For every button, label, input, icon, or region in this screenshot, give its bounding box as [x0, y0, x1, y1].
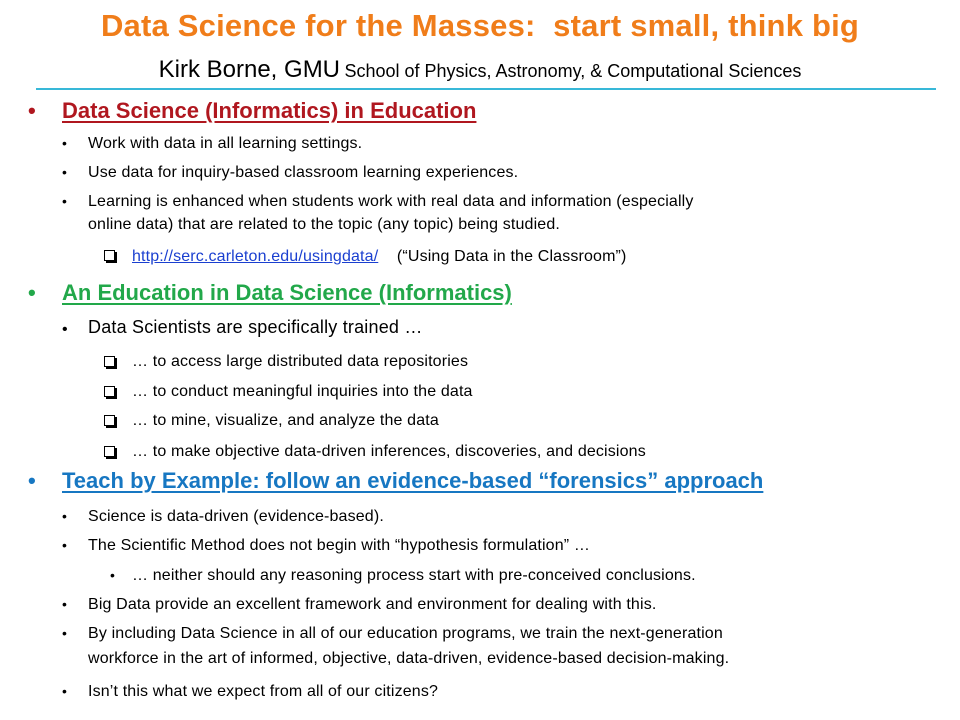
sub-list-item: … to make objective data-driven inferences, discoveries, and decisions — [132, 443, 646, 460]
section-bullet: • — [28, 468, 36, 493]
link-line — [132, 245, 627, 268]
list-item-continuation: workforce in the art of informed, objective, data-driven, evidence-based decision-making. — [88, 650, 730, 667]
sub-list-item: … to access large distributed data repositories — [132, 353, 469, 370]
author-name: Kirk Borne, GMU — [158, 56, 341, 83]
sub-list-item: … neither should any reasoning process start with pre-conceived conclusions. — [132, 567, 696, 584]
bullet-dot: • — [62, 537, 67, 553]
serc-link[interactable]: http://serc.carleton.edu/usingdata/ — [132, 248, 379, 265]
section-heading-education: Data Science (Informatics) in Education — [62, 98, 477, 123]
list-item: Isn’t this what we expect from all of our citizens? — [88, 683, 439, 700]
checkbox-bullet-icon — [104, 250, 115, 261]
bullet-dot: • — [62, 508, 67, 524]
list-item: Learning is enhanced when students work with real data and information (especially — [88, 193, 694, 210]
title-divider — [36, 88, 936, 90]
section-heading-data-science-education: An Education in Data Science (Informatics) — [62, 280, 512, 305]
checkbox-bullet-icon — [104, 415, 115, 426]
list-item: By including Data Science in all of our education programs, we train the next-generation — [88, 625, 723, 642]
list-item-continuation: online data) that are related to the topic (any topic) being studied. — [88, 216, 560, 233]
list-item: Data Scientists are specifically trained … — [88, 317, 423, 337]
list-item: The Scientific Method does not begin with “hypothesis formulation” … — [88, 537, 591, 554]
checkbox-bullet-icon — [104, 446, 115, 457]
sub-list-item: … to conduct meaningful inquiries into the data — [132, 383, 473, 400]
checkbox-bullet-icon — [104, 356, 115, 367]
bullet-dot: • — [110, 567, 115, 583]
list-item: Big Data provide an excellent framework and environment for dealing with this. — [88, 596, 657, 613]
section-heading-teach-by-example: Teach by Example: follow an evidence-based “forensics” approach — [62, 468, 764, 493]
sub-list-item: … to mine, visualize, and analyze the data — [132, 412, 439, 429]
bullet-dot: • — [62, 596, 67, 612]
bullet-dot: • — [62, 164, 67, 180]
bullet-dot: • — [62, 683, 67, 699]
department-name: School of Physics, Astronomy, & Computational Sciences — [344, 61, 802, 81]
checkbox-bullet-icon — [104, 386, 115, 397]
section-bullet: • — [28, 280, 36, 305]
byline — [0, 56, 960, 84]
section-bullet: • — [28, 98, 36, 123]
slide-title: Data Science for the Masses: start small, think big — [100, 8, 860, 43]
list-item: Science is data-driven (evidence-based). — [88, 508, 384, 525]
bullet-dot: • — [62, 193, 67, 209]
bullet-dot: • — [62, 625, 67, 641]
list-item: Use data for inquiry-based classroom learning experiences. — [88, 164, 519, 181]
bullet-dot: • — [62, 321, 68, 338]
list-item: Work with data in all learning settings. — [88, 135, 363, 152]
link-note: (“Using Data in the Classroom”) — [396, 248, 627, 265]
bullet-dot: • — [62, 135, 67, 151]
